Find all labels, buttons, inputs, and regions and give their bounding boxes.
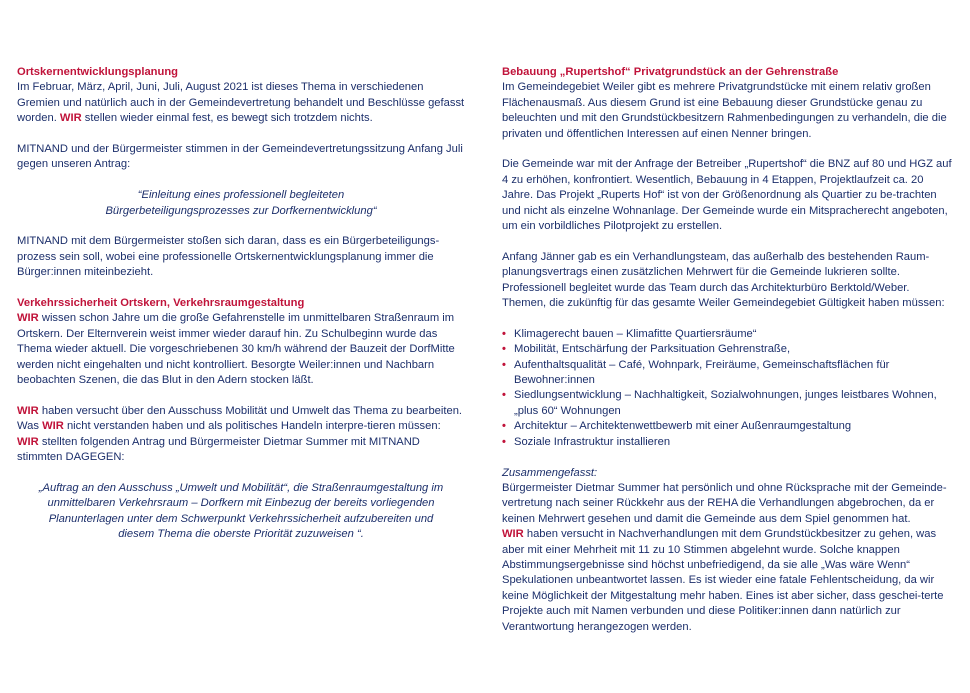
- section-heading-ortskern: Ortskernentwicklungsplanung: [17, 66, 179, 78]
- right-column: [502, 65, 954, 635]
- paragraph: WIR wissen schon Jahre um die große Gefahrenstelle im unmittelbaren Straßenraum im Ortskern. Der Elternverein weist immer wieder darauf hin. Zu Schulbeginn wurde das Thema wieder aktuell. Die vorgeschriebenen 30 km/h während der Bauzeit der DorfMitte werden nicht eingehalten und nicht kontrolliert. Besorgte Weiler:innen und Nachbarn beobachten Szenen, die das Blut in den Adern stocken läßt.: [17, 312, 455, 387]
- section-heading-verkehr: Verkehrssicherheit Ortskern, Verkehrsraumgestaltung: [17, 297, 305, 310]
- bullet-icon: •: [502, 389, 506, 402]
- topics-list: [502, 327, 954, 450]
- wir-highlight: WIR: [502, 528, 524, 541]
- bullet-icon: •: [502, 327, 506, 340]
- bullet-icon: •: [502, 435, 506, 448]
- list-item: • Siedlungsentwicklung – Nachhaltigkeit, Sozialwohnungen, junges leistbares Wohnen, „plus 60“ Wohnungen: [502, 389, 937, 417]
- paragraph: Im Februar, März, April, Juni, Juli, August 2021 ist dieses Thema in verschiedenen Gremien und natürlich auch in der Gemeindevertretung behandelt und Beschlüsse gefasst worden. WIR stellen wieder einmal fest, es bewegt sich trotzdem nichts.: [17, 81, 465, 125]
- bullet-icon: •: [502, 358, 506, 371]
- wir-highlight: WIR: [17, 312, 39, 325]
- list-item: • Soziale Infrastruktur installieren: [502, 435, 954, 450]
- paragraph: WIR haben versucht über den Ausschuss Mobilität und Umwelt das Thema zu bearbeiten. Was WIR nicht verstanden haben und als politisches Handeln interpre-tieren müssen: WIR stellten folgenden Antrag und Bürgermeister Dietmar Summer mit MITNAND stimmten DAGEGEN:: [17, 404, 463, 464]
- paragraph: WIR haben versucht in Nachverhandlungen mit dem Grundstückbesitzer zu gehen, was aber mit einer Mehrheit mit 11 zu 10 Stimmen abgelehnt wurde. Solche knappen Abstimmungsergebnisse sind höchst unbefriedigend, da sie alle „Was wäre Wenn“ Spekulationen unbeantwortet lassen. Es ist wieder eine fatale Fehlentscheidung, da wir keine Möglichkeit der Mitgestaltung mehr haben. Eines ist aber sicher, dass geschei-terte Projekte auch mit Namen verbunden und diese Politiker:innen dann natürlich zur Verantwortung herangezogen werden.: [502, 528, 944, 633]
- list-item: • Klimagerecht bauen – Klimafitte Quartiersräume“: [502, 327, 954, 342]
- list-item: • Mobilität, Entschärfung der Parksituation Gehrenstraße,: [502, 342, 954, 357]
- paragraph: Im Gemeindegebiet Weiler gibt es mehrere Privatgrundstücke mit einem relativ großen Flächenausmaß. Aus diesem Grund ist eine Bebauung dieser Grundstücke genau zu beleuchten und mit den Grundstückbesitzern Rahmenbedingungen zu verhandeln, die die privaten und öffentlichen Interessen auf einen Nenner bringen.: [502, 81, 947, 140]
- wir-highlight: WIR: [17, 435, 39, 448]
- quote-block: „Auftrag an den Ausschuss „Umwelt und Mobilität“, die Straßenraumgestaltung im unmittelbaren Verkehrsraum – Dorfkern mit Einbezug der bereits vorliegenden Planunterlagen unter dem Schwerpunkt Verkehrssicherheit aufzubereiten und diesem Thema die oberste Priorität zuzuweisen “.: [38, 481, 444, 541]
- summary-label: Zusammengefasst:: [502, 466, 598, 479]
- wir-highlight: WIR: [42, 420, 64, 433]
- bullet-icon: •: [502, 420, 506, 433]
- left-column: [17, 65, 465, 543]
- paragraph: Die Gemeinde war mit der Anfrage der Betreiber „Rupertshof“ die BNZ auf 80 und HGZ auf 4 zu erhöhen, konfrontiert. Wesentlich, Bebauung in 4 Etappen, Projektlaufzeit ca. 20 Jahre. Das Projekt „Ruperts Hof“ ist von der Größenordnung als Quartier zu be-trachten und nicht als einzelne Wohnanlage. Der Gemeinde wurde ein Mitspracherecht angeboten, um ein vorbildliches Pilotprojekt zu erstellen.: [502, 158, 952, 233]
- section-heading-rupertshof: Bebauung „Rupertshof“ Privatgrundstück an der Gehrenstraße: [502, 66, 839, 78]
- list-item: • Aufenthaltsqualität – Café, Wohnpark, Freiräume, Gemeinschaftsflächen für Bewohner:innen: [502, 358, 890, 387]
- paragraph: Anfang Jänner gab es ein Verhandlungsteam, das außerhalb des bestehenden Raum-planungsvertrags einen zusätzlichen Mehrwert für die Gemeinde lukrieren sollte. Professionell begleitet wurde das Team durch das Architekturbüro Berktold/Weber. Themen, die zukünftig für das gesamte Weiler Gemeindegebiet Gültigkeit haben müssen:: [502, 250, 945, 310]
- quote-block: “Einleitung eines professionell begleiteten Bürgerbeteiligungsprozesses zur Dorfkernentwicklung“: [105, 189, 377, 217]
- paragraph: Bürgermeister Dietmar Summer hat persönlich und ohne Rücksprache mit der Gemeinde-vertretung nach seiner Rückkehr aus der REHA die Verhandlungen abgebrochen, da er keinen Mehrwert gesehen und damit die Gemeinde aus dem Spiel genommen hat.: [502, 481, 947, 525]
- wir-highlight: WIR: [17, 404, 39, 417]
- paragraph: MITNAND und der Bürgermeister stimmen in der Gemeindevertretungssitzung Anfang Juli gegen unseren Antrag:: [17, 143, 463, 171]
- wir-highlight: WIR: [59, 112, 82, 125]
- paragraph: MITNAND mit dem Bürgermeister stoßen sich daran, dass es ein Bürgerbeteiligungs-prozess sein soll, wobei eine professionelle Ortskernentwicklungsplanung immer die Bürger:innen miteinbezieht.: [17, 235, 440, 279]
- bullet-icon: •: [502, 343, 506, 356]
- list-item: • Architektur – Architektenwettbewerb mit einer Außenraumgestaltung: [502, 419, 954, 434]
